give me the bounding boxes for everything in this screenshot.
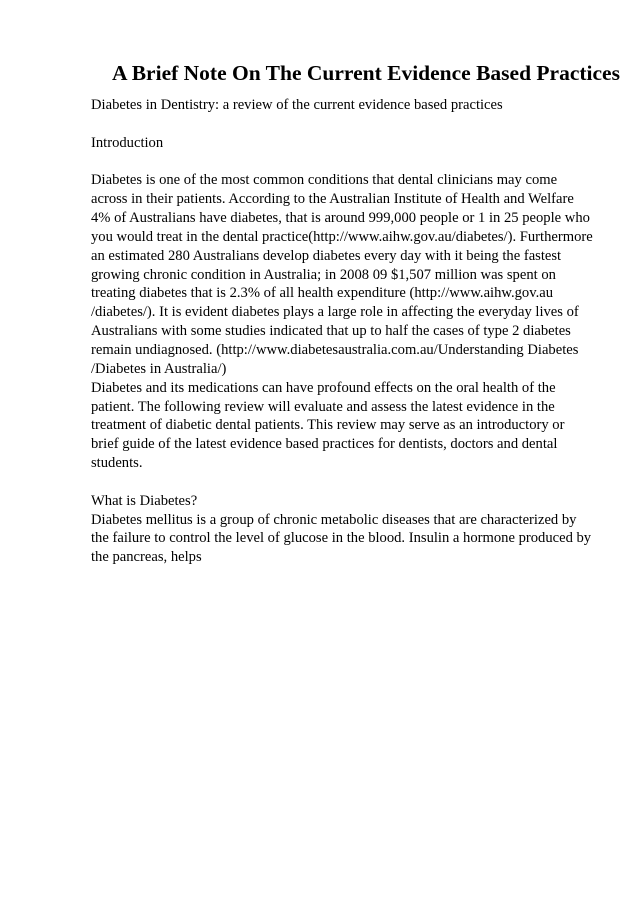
paragraph-line: Diabetes is one of the most common conditions that dental clinicians may come (91, 172, 558, 189)
paragraph-line: students. (91, 455, 143, 472)
paragraph-line: across in their patients. According to the Australian Institute of Health and Welfare (91, 191, 574, 208)
spacer (91, 473, 592, 492)
paragraph-line: patient. The following review will evaluate and assess the latest evidence in the (91, 398, 555, 415)
paragraph-line: Diabetes mellitus is a group of chronic metabolic diseases that are characterized by (91, 511, 577, 528)
introduction-heading: Introduction (91, 134, 164, 151)
paragraph-what-is-diabetes (91, 511, 592, 568)
paragraph-line: Diabetes and its medications can have profound effects on the oral health of the (91, 379, 556, 396)
paragraph-line: Australians with some studies indicated that up to half the cases of type 2 diabetes (91, 323, 571, 340)
paragraph-introduction (91, 171, 592, 378)
section-heading: What is Diabetes? (91, 492, 198, 509)
document-subtitle: Diabetes in Dentistry: a review of the current evidence based practices (91, 97, 503, 113)
paragraph-line: treatment of diabetic dental patients. This review may serve as an introductory or (91, 417, 565, 434)
document-title: A Brief Note On The Current Evidence Based Practices (112, 61, 620, 85)
spacer (91, 153, 592, 172)
paragraph-line: the pancreas, helps (91, 549, 202, 566)
paragraph-line: brief guide of the latest evidence based practices for dentists, doctors and dental (91, 436, 558, 453)
paragraph-line: 4% of Australians have diabetes, that is around 999,000 people or 1 in 25 people who (91, 210, 590, 227)
paragraph-line: the failure to control the level of glucose in the blood. Insulin a hormone produced by (91, 530, 592, 547)
paragraph-line: treating diabetes that is 2.3% of all health expenditure (http://www.aihw.gov.au (91, 285, 554, 302)
spacer (91, 115, 592, 134)
paragraph-line: /diabetes/). It is evident diabetes plays a large role in affecting the everyday lives of (91, 304, 579, 321)
paragraph-line: growing chronic condition in Australia; in 2008 09 $1,507 million was spent on (91, 266, 556, 283)
paragraph-line: an estimated 280 Australians develop diabetes every day with it being the fastest (91, 247, 562, 264)
paragraph-line: remain undiagnosed. (http://www.diabetesaustralia.com.au/Understanding Diabetes (91, 341, 579, 358)
paragraph-medications (91, 379, 592, 473)
paragraph-line: /Diabetes in Australia/) (91, 360, 227, 377)
paragraph-line: you would treat in the dental practice(http://www.aihw.gov.au/diabetes/). Furthermore (91, 228, 593, 245)
